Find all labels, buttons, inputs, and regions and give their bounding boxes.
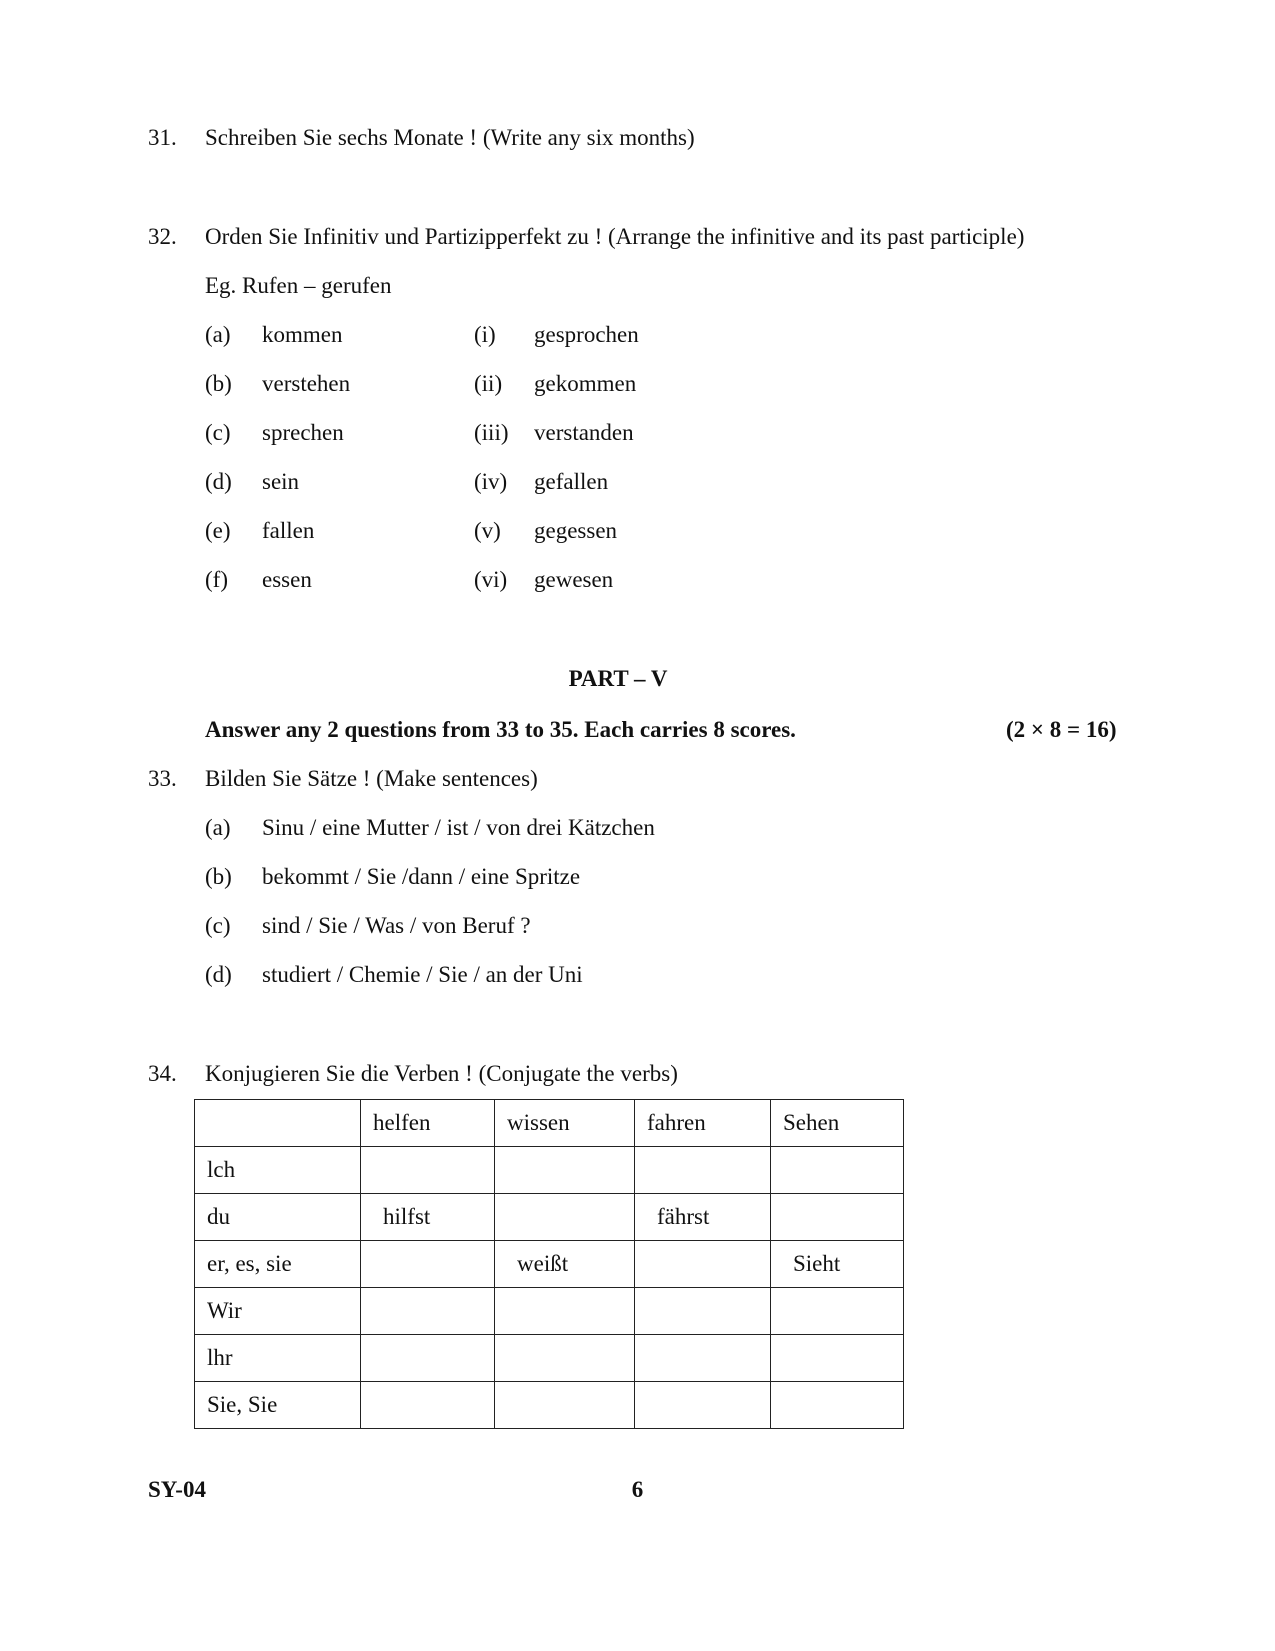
table-cell: [495, 1147, 635, 1194]
table-cell: [495, 1194, 635, 1241]
question-text: Bilden Sie Sätze ! (Make sentences): [205, 766, 538, 791]
table-cell: [635, 1335, 771, 1382]
section-marks: (2 × 8 = 16): [1006, 717, 1117, 742]
option-word: gekommen: [534, 371, 637, 396]
option-label: (e): [205, 518, 231, 543]
table-row: [195, 1194, 904, 1241]
question-number: 31.: [148, 125, 177, 150]
table-header-cell: wissen: [495, 1100, 635, 1147]
question-text: Konjugieren Sie die Verben ! (Conjugate the verbs): [205, 1061, 678, 1086]
table-cell: [771, 1194, 904, 1241]
table-row: [195, 1335, 904, 1382]
question-number: 34.: [148, 1061, 177, 1086]
option-word: kommen: [262, 322, 343, 347]
item-label: (c): [205, 913, 231, 938]
table-header-row: [195, 1100, 904, 1147]
option-word: gegessen: [534, 518, 618, 543]
option-label: (iv): [474, 469, 508, 494]
table-cell: [771, 1382, 904, 1429]
table-cell: er, es, sie: [195, 1241, 361, 1288]
table-cell: [361, 1335, 495, 1382]
item-text: sind / Sie / Was / von Beruf ?: [262, 913, 531, 938]
item-text: studiert / Chemie / Sie / an der Uni: [262, 962, 583, 987]
option-word: verstehen: [262, 371, 351, 396]
table-header-cell: [195, 1100, 361, 1147]
option-label: (c): [205, 420, 231, 445]
option-word: gefallen: [534, 469, 609, 494]
option-label: (f): [205, 567, 228, 592]
section-instruction: Answer any 2 questions from 33 to 35. Each carries 8 scores.: [205, 717, 796, 742]
option-label: (iii): [474, 420, 509, 445]
option-label: (ii): [474, 371, 503, 396]
table-cell: weißt: [495, 1241, 635, 1288]
table-header-cell: helfen: [361, 1100, 495, 1147]
question-number: 33.: [148, 766, 177, 791]
table-cell: [361, 1147, 495, 1194]
option-word: sein: [262, 469, 300, 494]
table-row: [195, 1382, 904, 1429]
item-label: (a): [205, 815, 231, 840]
table-cell: [635, 1382, 771, 1429]
item-text: Sinu / eine Mutter / ist / von drei Kätzchen: [262, 815, 655, 840]
option-word: gewesen: [534, 567, 614, 592]
option-word: essen: [262, 567, 312, 592]
table-cell: Wir: [195, 1288, 361, 1335]
item-text: bekommt / Sie /dann / eine Spritze: [262, 864, 581, 889]
table-cell: [361, 1241, 495, 1288]
table-cell: [771, 1288, 904, 1335]
option-word: sprechen: [262, 420, 344, 445]
table-cell: [495, 1382, 635, 1429]
question-text: Schreiben Sie sechs Monate ! (Write any six months): [205, 125, 695, 150]
option-label: (i): [474, 322, 496, 347]
table-cell: [635, 1288, 771, 1335]
table-cell: Sieht: [771, 1241, 904, 1288]
table-row: [195, 1288, 904, 1335]
table-cell: hilfst: [361, 1194, 495, 1241]
item-label: (b): [205, 864, 232, 889]
option-label: (b): [205, 371, 232, 396]
table-cell: lch: [195, 1147, 361, 1194]
table-cell: [495, 1335, 635, 1382]
table-cell: du: [195, 1194, 361, 1241]
table-header-cell: fahren: [635, 1100, 771, 1147]
table-cell: fährst: [635, 1194, 771, 1241]
option-label: (v): [474, 518, 501, 543]
question-number: 32.: [148, 224, 177, 249]
table-cell: [771, 1147, 904, 1194]
conjugation-table: [194, 1099, 904, 1429]
table-header-cell: Sehen: [771, 1100, 904, 1147]
table-cell: [635, 1147, 771, 1194]
table-row: [195, 1147, 904, 1194]
table-cell: lhr: [195, 1335, 361, 1382]
page-number: 6: [631, 1477, 644, 1502]
option-word: verstanden: [534, 420, 634, 445]
table-row: [195, 1241, 904, 1288]
question-text: Orden Sie Infinitiv und Partizipperfekt zu ! (Arrange the infinitive and its past participle): [205, 224, 1025, 249]
table-cell: [361, 1382, 495, 1429]
section-title: PART – V: [568, 666, 668, 691]
item-label: (d): [205, 962, 232, 987]
table-cell: [361, 1288, 495, 1335]
option-label: (d): [205, 469, 232, 494]
option-label: (a): [205, 322, 231, 347]
table-cell: [495, 1288, 635, 1335]
table-cell: [771, 1335, 904, 1382]
paper-code: SY-04: [148, 1477, 206, 1502]
option-word: gesprochen: [534, 322, 639, 347]
table-cell: [635, 1241, 771, 1288]
example-text: Eg. Rufen – gerufen: [205, 273, 392, 298]
option-word: fallen: [262, 518, 315, 543]
option-label: (vi): [474, 567, 508, 592]
table-cell: Sie, Sie: [195, 1382, 361, 1429]
